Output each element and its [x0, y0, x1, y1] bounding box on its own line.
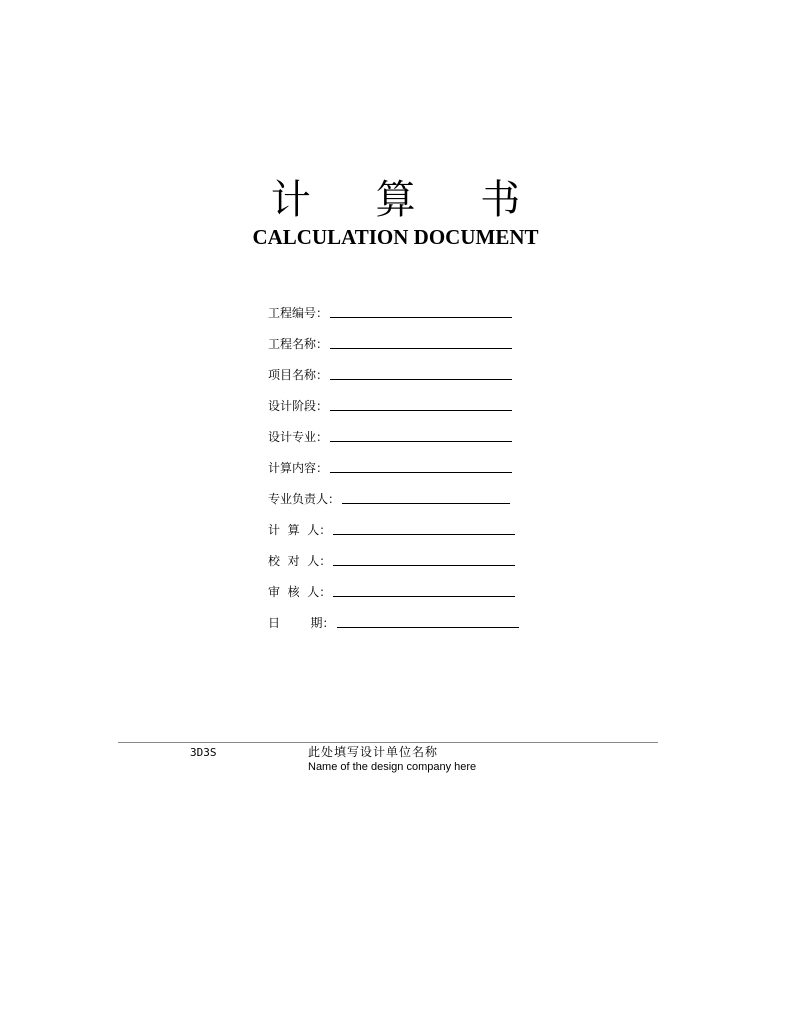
footer-divider [118, 742, 658, 743]
fill-in-line [330, 317, 512, 318]
company-name-english: Name of the design company here [308, 761, 477, 773]
field-item-name [268, 354, 568, 385]
field-date [268, 602, 568, 633]
field-label: 专业负责人： [268, 492, 341, 506]
fill-in-line [333, 534, 515, 535]
field-checked-by [268, 540, 568, 571]
field-label: 审 核 人： [268, 585, 332, 599]
field-label: 项目名称： [268, 368, 329, 382]
fill-in-line [333, 596, 515, 597]
field-design-stage [268, 385, 568, 416]
field-calculated-by [268, 509, 568, 540]
field-label: 设计阶段： [268, 399, 329, 413]
fill-in-line [342, 503, 510, 504]
fill-in-line [330, 472, 512, 473]
fill-in-line [330, 348, 512, 349]
software-code: 3D3S [190, 746, 217, 759]
company-name-chinese: 此处填写设计单位名称 [308, 745, 439, 759]
fill-in-line [333, 565, 515, 566]
field-label: 日 期： [268, 616, 335, 630]
fill-in-line [330, 441, 512, 442]
field-reviewed-by [268, 571, 568, 602]
field-project-number [268, 292, 568, 323]
field-label: 工程名称： [268, 337, 329, 351]
field-label: 工程编号： [268, 306, 329, 320]
document-title-english: CALCULATION DOCUMENT [252, 225, 539, 249]
fill-in-line [337, 627, 519, 628]
field-design-discipline [268, 416, 568, 447]
fill-in-line [330, 379, 512, 380]
field-project-name [268, 323, 568, 354]
fill-in-line [330, 410, 512, 411]
field-calculation-content [268, 447, 568, 478]
document-title-chinese: 计 算 书 [270, 177, 547, 223]
field-label: 计算内容： [268, 461, 329, 475]
field-label: 设计专业： [268, 430, 329, 444]
field-discipline-lead [268, 478, 568, 509]
field-label: 校 对 人： [268, 554, 332, 568]
project-info-form [268, 292, 568, 633]
field-label: 计 算 人： [268, 523, 332, 537]
